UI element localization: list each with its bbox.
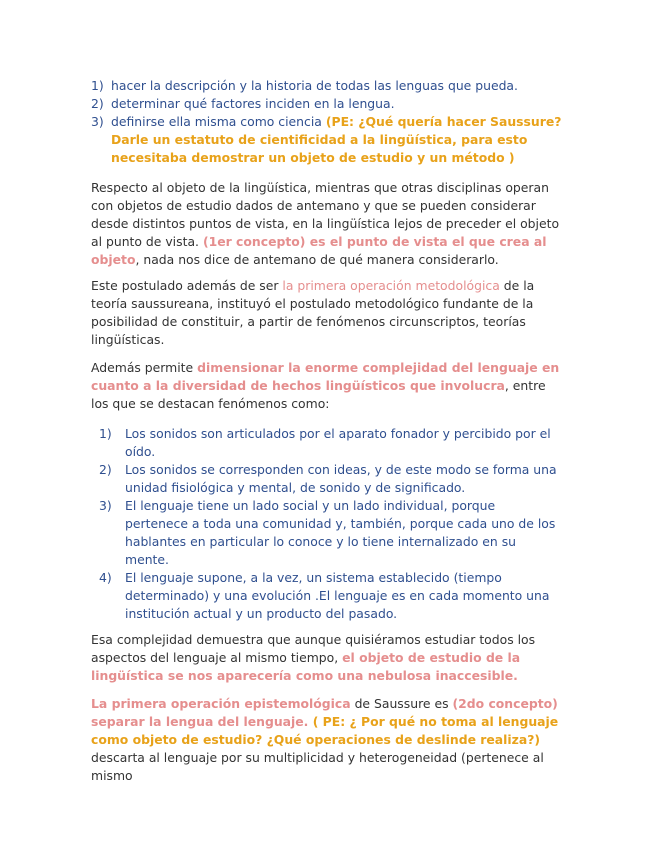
phenomena-list [99, 425, 561, 623]
top-list [91, 77, 569, 167]
list-number: 4) [99, 570, 112, 585]
list-item [99, 497, 561, 569]
paragraph-text: de Saussure es [350, 696, 453, 711]
paragraph-text: de la teoría saussureana, instituyó el postulado metodológico fundante de la posibilidad de constituir, a partir de fenómenos circunscriptos, teorías lingüísticas. [91, 278, 535, 347]
concept-highlight: (1er concepto) es el punto de vista el que crea al objeto [91, 234, 547, 267]
pe-note: (PE: ¿Qué quería hacer Saussure? Darle un estatuto de cientificidad a la lingüística, para esto necesitaba demostrar un objeto de estudio y un método ) [111, 114, 562, 165]
list-item-text: Los sonidos son articulados por el aparato fonador y percibido por el oído. [125, 426, 551, 459]
list-item [91, 113, 569, 167]
concept-highlight: la primera operación metodológica [282, 278, 500, 293]
list-item-text: El lenguaje tiene un lado social y un lado individual, porque pertenece a toda una comunidad y, también, porque cada uno de los hablantes en particular lo conoce y lo tiene internalizado en su mente. [125, 498, 556, 567]
list-item [99, 461, 561, 497]
concept-highlight: La primera operación epistemológica [91, 696, 351, 711]
list-number: 3) [91, 114, 104, 129]
concept-highlight: dimensionar la enorme complejidad del lenguaje en cuanto a la diversidad de hechos lingüísticos que involucra [91, 360, 560, 393]
list-number: 2) [91, 96, 104, 111]
list-item [99, 569, 561, 623]
paragraph-text: Esa complejidad demuestra que aunque quisiéramos estudiar todos los aspectos del lenguaje al mismo tiempo, [91, 632, 536, 665]
list-item-text: Los sonidos se corresponden con ideas, y de este modo se forma una unidad fisiológica y mental, de sonido y de significado. [125, 462, 557, 495]
list-number: 2) [99, 462, 112, 477]
paragraph-text: Este postulado además de ser [91, 278, 283, 293]
list-number: 1) [91, 78, 104, 93]
paragraph [91, 631, 565, 685]
paragraph-text: , nada nos dice de antemano de qué manera considerarlo. [135, 252, 499, 267]
paragraph-text: Además permite [91, 360, 198, 375]
list-item-text: determinar qué factores inciden en la lengua. [111, 96, 395, 111]
pe-note: ( PE: ¿ Por qué no toma al lenguaje como objeto de estudio? ¿Qué operaciones de deslinde realiza?) [91, 714, 559, 747]
paragraph-text: descarta al lenguaje por su multiplicidad y heterogeneidad (pertenece al mismo [91, 750, 544, 783]
list-item-text: definirse ella misma como ciencia [111, 114, 322, 129]
concept-highlight: (2do concepto) separar la lengua del lenguaje. [91, 696, 558, 729]
list-number: 1) [99, 426, 112, 441]
list-number: 3) [99, 498, 112, 513]
list-item [91, 95, 569, 113]
list-item-text: El lenguaje supone, a la vez, un sistema establecido (tiempo determinado) y una evolución .El lenguaje es en cada momento una institución actual y un producto del pasado. [125, 570, 550, 621]
paragraph [91, 359, 565, 413]
paragraph [91, 179, 565, 269]
list-item [99, 425, 561, 461]
paragraph [91, 277, 565, 349]
list-item [91, 77, 569, 95]
concept-highlight: el objeto de estudio de la lingüística se nos aparecería como una nebulosa inaccesible. [91, 650, 521, 683]
list-item-text: hacer la descripción y la historia de todas las lenguas que pueda. [111, 78, 518, 93]
paragraph-text: , entre los que se destacan fenómenos como: [91, 378, 546, 411]
paragraph [91, 695, 565, 785]
paragraph-text: Respecto al objeto de la lingüística, mientras que otras disciplinas operan con objetos de estudio dados de antemano y que se pueden considerar desde distintos puntos de vista, en la lingüística lejos de preceder el objeto al punto de vista. [91, 180, 560, 249]
